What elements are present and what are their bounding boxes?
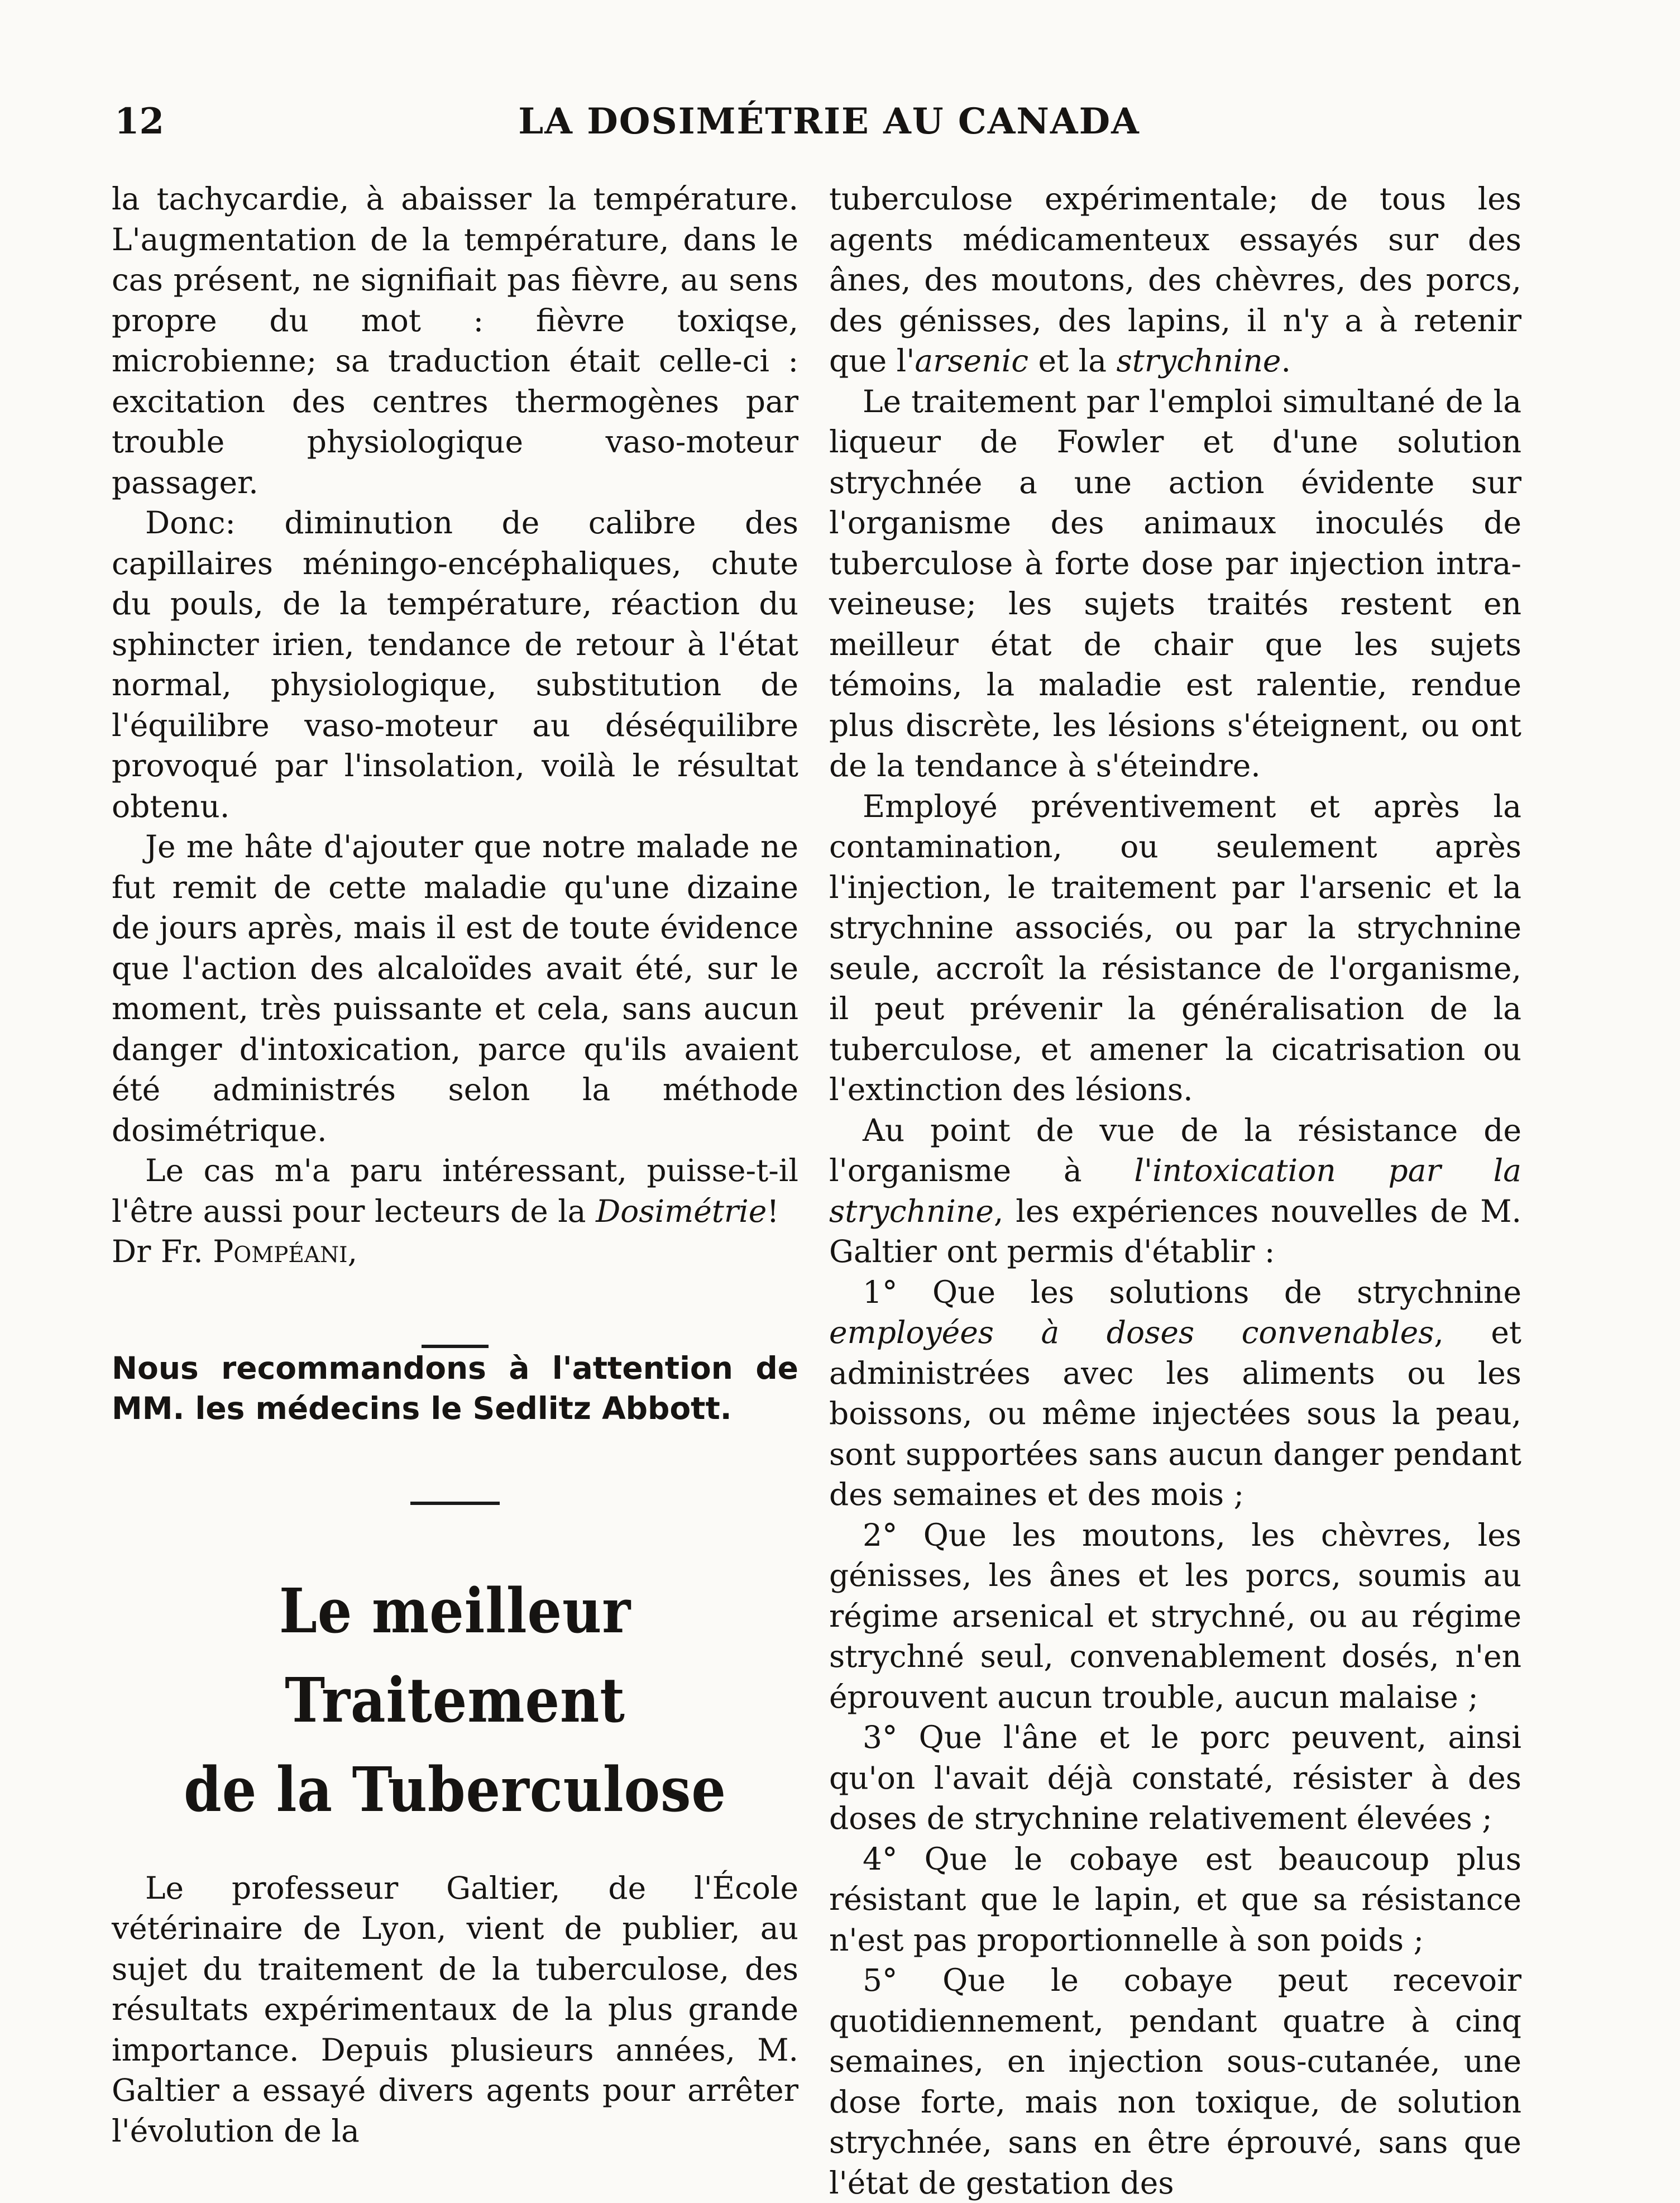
paragraph: Le professeur Galtier, de l'École vétérinaire de Lyon, vient de publier, au sujet du traitement de la tuberculose, des résultats expérimentaux de la plus grande importance. Depuis plusieurs années, M. Galtier a essayé divers agents pour arrêter l'évolution de la xyxy=(112,1870,798,2149)
paragraph: Je me hâte d'ajouter que notre malade ne fut remit de cette maladie qu'une dizaine de jours après, mais il est de toute évidence que l'action des alcaloïdes avait été, sur le moment, très puissante et cela, sans aucun danger d'intoxication, parce qu'ils avaient été administrés selon la méthode dosimétrique. xyxy=(112,829,798,1148)
text-run: , les expériences nouvelles de M. Galtier ont permis d'établir : xyxy=(829,1193,1521,1269)
text-run: et la xyxy=(1028,343,1117,379)
signature-name: Pompéani xyxy=(213,1234,348,1269)
page-header xyxy=(114,101,1544,151)
right-column xyxy=(829,179,1521,2203)
paragraph xyxy=(112,1150,798,1231)
paragraph: Donc: diminution de calibre des capillaires méningo-encéphaliques, chute du pouls, de la température, réaction du sphincter irien, tendance de retour à l'état normal, physiologique, substitution de l'équilibre vaso-moteur au déséquilibre provoqué par l'insolation, voilà le résultat obtenu. xyxy=(112,505,798,824)
italic-run: arsenic xyxy=(915,343,1029,379)
signature xyxy=(112,1231,798,1272)
signature-suffix: , xyxy=(347,1234,358,1269)
paragraph xyxy=(829,1272,1521,1515)
paragraph: la tachycardie, à abaisser la température. L'augmentation de la température, dans le cas présent, ne signifiait pas fièvre, au sens propre du mot : fièvre toxiqse, microbienne; sa traduction était celle-ci : excitation des centres thermogènes par trouble physiologique vaso-moteur passager. xyxy=(112,181,798,500)
paragraph: 4° Que le cobaye est beaucoup plus résistant que le lapin, et que sa résistance n'est pas proportionnelle à son poids ; xyxy=(829,1841,1521,1958)
italic-run: strychnine xyxy=(1116,343,1281,379)
text-run: ! xyxy=(767,1193,779,1229)
paragraph: 2° Que les moutons, les chèvres, les génisses, les ânes et les porcs, soumis au régime arsenical et strychné, ou au régime strychné seul, convenablement dosés, n'en éprouvent aucun trouble, aucun malaise ; xyxy=(829,1517,1521,1715)
signature-prefix: Dr Fr. xyxy=(112,1234,213,1269)
article-title-line: de la Tuberculose xyxy=(184,1753,726,1826)
text-run: , et administrées avec les aliments ou les boissons, ou même injectées sous la peau, sont supportées sans aucun danger pendant des semaines et des mois ; xyxy=(829,1315,1521,1512)
italic-run: Dosimétrie xyxy=(596,1193,767,1229)
article-title xyxy=(153,1566,757,1834)
paragraph xyxy=(829,179,1521,381)
text-run: . xyxy=(1281,343,1291,379)
page-number: 12 xyxy=(114,101,165,142)
paragraph: Employé préventivement et après la contamination, ou seulement après l'injection, le traitement par l'arsenic et la strychnine associés, ou par la strychnine seule, accroît la résistance de l'organisme, il peut prévenir la généralisation de la tuberculose, et amener la cicatrisation ou l'extinction des lésions. xyxy=(829,788,1521,1107)
paragraph: 3° Que l'âne et le porc peuvent, ainsi qu'on l'avait déjà constaté, résister à des doses de strychnine relativement élevées ; xyxy=(829,1719,1521,1836)
text-run: Au point de vue de la résistance de l'organisme à xyxy=(829,1112,1521,1188)
section-divider xyxy=(410,1502,500,1505)
text-run: 1° Que les solutions de strychnine xyxy=(863,1274,1521,1310)
italic-run: l'intoxication par la strychnine xyxy=(829,1153,1521,1229)
paragraph: Le traitement par l'emploi simultané de la liqueur de Fowler et d'une solution strychnée a une action évidente sur l'organisme des animaux inoculés de tuberculose à forte dose par injection intra-veineuse; les sujets traités restent en meilleur état de chair que les sujets témoins, la maladie est ralentie, rendue plus discrète, les lésions s'éteignent, ou ont de la tendance à s'éteindre. xyxy=(829,383,1521,783)
paragraph: 5° Que le cobaye peut recevoir quotidiennement, pendant quatre à cinq semaines, en injection sous-cutanée, une dose forte, mais non toxique, de solution strychnée, sans en être éprouvé, sans que l'état de gestation des xyxy=(829,1962,1521,2201)
italic-run: employées à doses convenables xyxy=(829,1315,1434,1350)
advertisement: Nous recommandons à l'attention de MM. les médecins le Sedlitz Abbott. xyxy=(112,1350,798,1426)
running-title: LA DOSIMÉTRIE AU CANADA xyxy=(518,101,1140,142)
text-run: Le cas m'a paru intéressant, puisse-t-il l'être aussi pour lecteurs de la xyxy=(112,1153,798,1229)
article-title-line: Le meilleur Traitement xyxy=(279,1574,631,1736)
paragraph xyxy=(829,1110,1521,1272)
text-run: tuberculose expérimentale; de tous les agents médicamenteux essayés sur des ânes, des moutons, des chèvres, des porcs, des génisses, des lapins, il n'y a à retenir que l' xyxy=(829,181,1521,379)
left-column xyxy=(112,179,798,2151)
